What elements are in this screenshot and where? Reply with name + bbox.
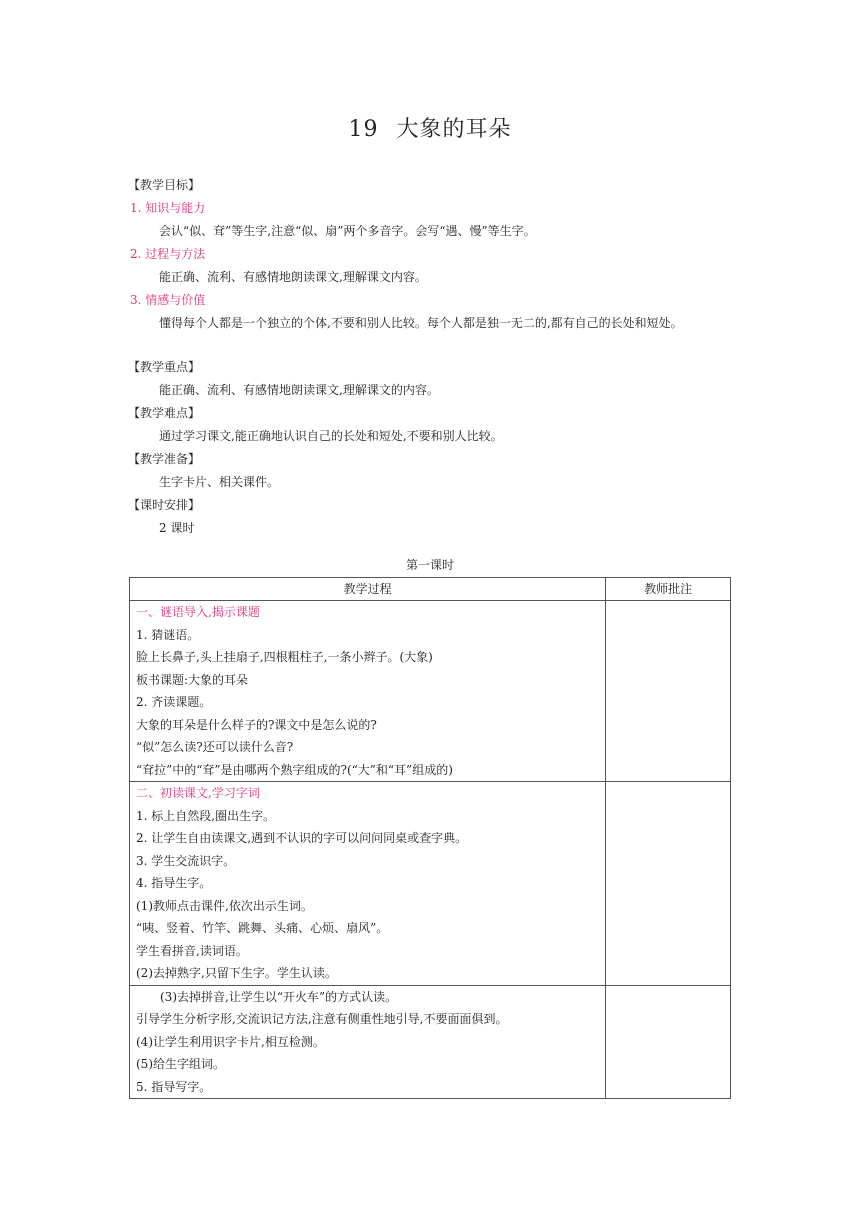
process-cell bbox=[130, 782, 606, 986]
section-heading: 一、谜语导入,揭示课题 bbox=[136, 605, 260, 619]
process-line: 脸上长鼻子,头上挂扇子,四根粗柱子,一条小辫子。(大象) bbox=[136, 650, 433, 664]
process-line: 4. 指导生字。 bbox=[136, 876, 212, 890]
process-line: “咦、竖着、竹竿、跳舞、头痛、心烦、扇风”。 bbox=[136, 921, 389, 935]
process-cell bbox=[130, 601, 606, 782]
lesson-process-table bbox=[129, 577, 731, 1099]
schedule-heading: 【课时安排】 bbox=[128, 498, 201, 512]
preparation-text: 生字卡片、相关课件。 bbox=[159, 475, 280, 489]
objective-label-3: 3. 情感与价值 bbox=[130, 293, 206, 307]
process-line: “耷拉”中的“耷”是由哪两个熟字组成的?(“大”和“耳”组成的) bbox=[136, 762, 453, 777]
objective-text-3: 懂得每个人都是一个独立的个体,不要和别人比较。每个人都是独一无二的,都有自己的长处和短处。 bbox=[159, 316, 683, 330]
process-line: 学生看拼音,读词语。 bbox=[136, 943, 248, 958]
notes-cell bbox=[606, 985, 731, 1099]
process-line: (4)让学生利用识字卡片,相互检测。 bbox=[136, 1034, 325, 1049]
objective-label-1: 1. 知识与能力 bbox=[130, 201, 206, 215]
page-title bbox=[0, 112, 860, 143]
notes-cell bbox=[606, 601, 731, 782]
lesson-number: 19 bbox=[348, 117, 379, 142]
objective-text-2: 能正确、流利、有感情地朗读课文,理解课文内容。 bbox=[159, 270, 427, 284]
process-line: “似”怎么读?还可以读什么音? bbox=[136, 740, 294, 754]
table-row bbox=[130, 782, 731, 986]
preparation-heading: 【教学准备】 bbox=[128, 452, 201, 466]
process-line: 2. 齐读课题。 bbox=[136, 695, 212, 709]
table-row bbox=[130, 985, 731, 1099]
table-caption: 第一课时 bbox=[405, 558, 454, 572]
process-line: (2)去掉熟字,只留下生字。学生认读。 bbox=[136, 966, 337, 980]
lesson-title: 大象的耳朵 bbox=[396, 117, 512, 142]
notes-cell bbox=[606, 782, 731, 986]
process-line: 板书课题:大象的耳朵 bbox=[136, 672, 249, 687]
process-line: (1)教师点击课件,依次出示生词。 bbox=[136, 898, 313, 913]
process-line: 1. 猜谜语。 bbox=[136, 627, 200, 642]
key-point-heading: 【教学重点】 bbox=[128, 360, 201, 374]
objective-text-1: 会认“似、耷”等生字,注意“似、扇”两个多音字。会写“遇、慢”等生字。 bbox=[159, 224, 536, 238]
lesson-plan-body bbox=[130, 174, 750, 540]
column-header-process: 教学过程 bbox=[130, 578, 606, 601]
difficulty-text: 通过学习课文,能正确地认识自己的长处和短处,不要和别人比较。 bbox=[159, 429, 503, 443]
column-header-notes: 教师批注 bbox=[606, 578, 731, 601]
process-line: 2. 让学生自由读课文,遇到不认识的字可以问问同桌或查字典。 bbox=[136, 831, 468, 845]
table-row bbox=[130, 601, 731, 782]
process-line: 1. 标上自然段,圈出生字。 bbox=[136, 808, 276, 823]
process-line: (3)去掉拼音,让学生以“开火车”的方式认读。 bbox=[160, 989, 398, 1004]
objective-label-2: 2. 过程与方法 bbox=[130, 247, 206, 261]
process-line: 3. 学生交流识字。 bbox=[136, 853, 236, 868]
key-point-text: 能正确、流利、有感情地朗读课文,理解课文的内容。 bbox=[159, 383, 439, 397]
process-line: 5. 指导写字。 bbox=[136, 1079, 212, 1094]
process-line: (5)给生字组词。 bbox=[136, 1057, 225, 1071]
table-header-row bbox=[130, 578, 731, 601]
difficulty-heading: 【教学难点】 bbox=[128, 406, 201, 420]
schedule-text: 2 课时 bbox=[159, 521, 195, 535]
process-line: 引导学生分析字形,交流识记方法,注意有侧重性地引导,不要面面俱到。 bbox=[136, 1012, 508, 1026]
process-line: 大象的耳朵是什么样子的?课文中是怎么说的? bbox=[136, 717, 377, 732]
objectives-heading: 【教学目标】 bbox=[128, 178, 201, 192]
section-heading: 二、初读课文,学习字词 bbox=[136, 786, 260, 800]
process-cell bbox=[130, 985, 606, 1099]
